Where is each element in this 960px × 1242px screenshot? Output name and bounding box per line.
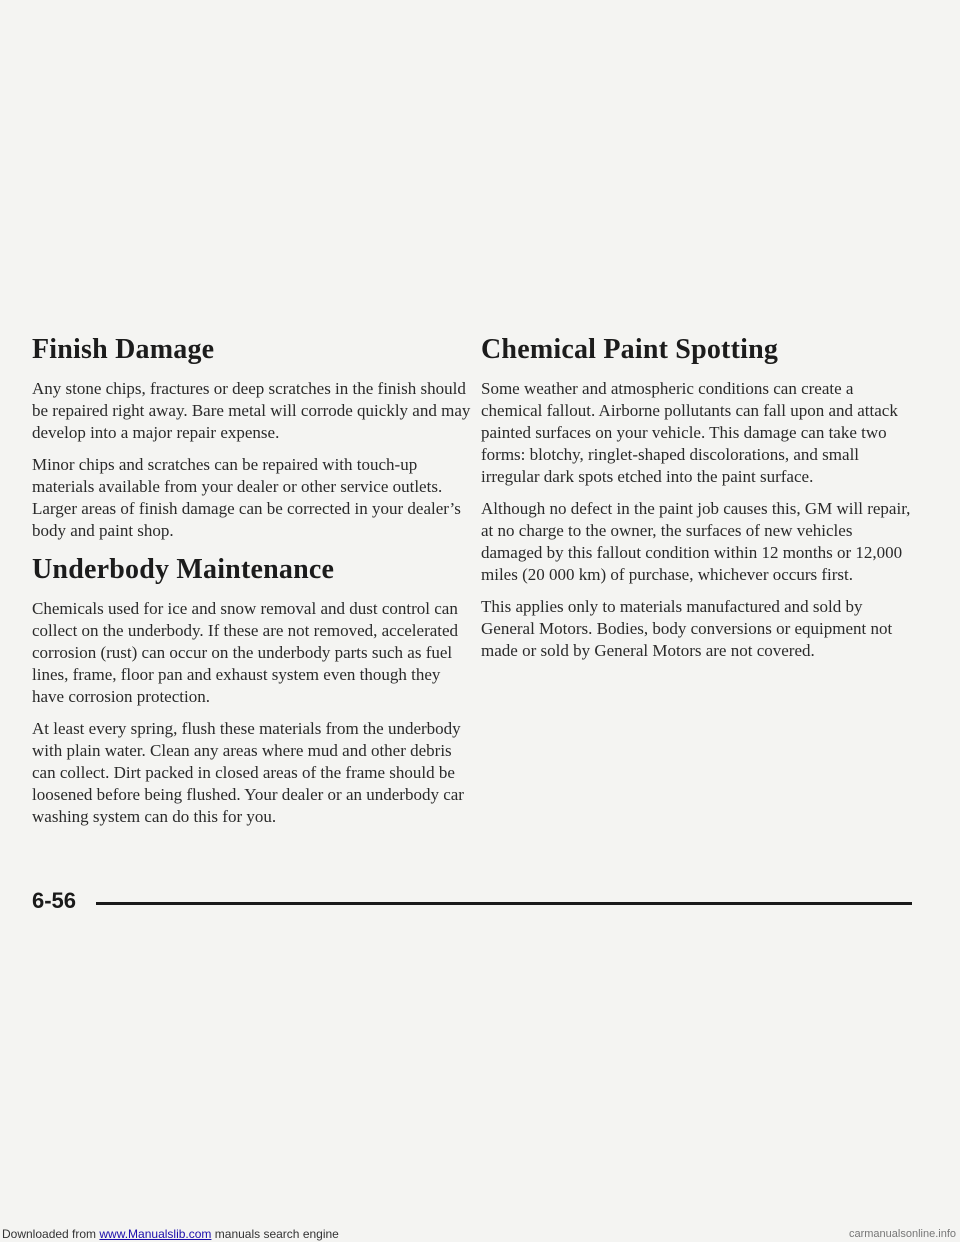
underbody-paragraph-1: Chemicals used for ice and snow removal and dust control can collect on the underbody. If these are not removed, accelerated corrosion (rust) can occur on the underbody parts such as fuel lines, frame, floor pan and exhaust system even though they have corrosion protection. — [32, 599, 459, 706]
watermark-text: carmanualsonline.info — [848, 1228, 956, 1240]
page-footer — [32, 888, 892, 918]
underbody-maintenance-heading: Underbody Maintenance — [32, 554, 335, 585]
underbody-paragraph-2: At least every spring, flush these materials from the underbody with plain water. Clean any areas where mud and other debris can collect. Dirt packed in closed areas of the frame should be loosened before being flushed. Your dealer or an underbody car washing system can do this for you. — [32, 719, 464, 826]
page-number: 6-56 — [32, 888, 77, 913]
manualslib-link[interactable]: www.Manualslib.com — [99, 1227, 212, 1241]
finish-damage-paragraph-1: Any stone chips, fractures or deep scratches in the finish should be repaired right away. Bare metal will corrode quickly and may develop into a major repair expense. — [32, 379, 471, 442]
download-bar — [0, 1226, 960, 1242]
download-prefix: Downloaded from — [2, 1227, 100, 1241]
chemical-paint-spotting-heading: Chemical Paint Spotting — [481, 334, 779, 365]
paint-spotting-paragraph-1: Some weather and atmospheric conditions can create a chemical fallout. Airborne pollutants can fall upon and attack painted surfaces on your vehicle. This damage can take two forms: blotchy, ringlet-shaped discolorations, and small irregular dark spots etched into the paint surface. — [481, 379, 898, 486]
left-column — [32, 332, 472, 838]
paint-spotting-paragraph-2: Although no defect in the paint job causes this, GM will repair, at no charge to the owner, the surfaces of new vehicles damaged by this fallout condition within 12 months or 12,000 miles (20 000 km) of purchase, whichever occurs first. — [481, 499, 911, 584]
paint-spotting-paragraph-3: This applies only to materials manufactured and sold by General Motors. Bodies, body conversions or equipment not made or sold by General Motors are not covered. — [481, 597, 893, 660]
finish-damage-paragraph-2: Minor chips and scratches can be repaired with touch-up materials available from your dealer or other service outlets. Larger areas of finish damage can be corrected in your dealer’s body and paint shop. — [32, 455, 461, 540]
download-suffix: manuals search engine — [211, 1227, 339, 1241]
footer-rule — [96, 902, 912, 905]
download-attribution — [2, 1226, 339, 1242]
finish-damage-heading: Finish Damage — [32, 334, 215, 365]
right-column — [481, 332, 911, 672]
